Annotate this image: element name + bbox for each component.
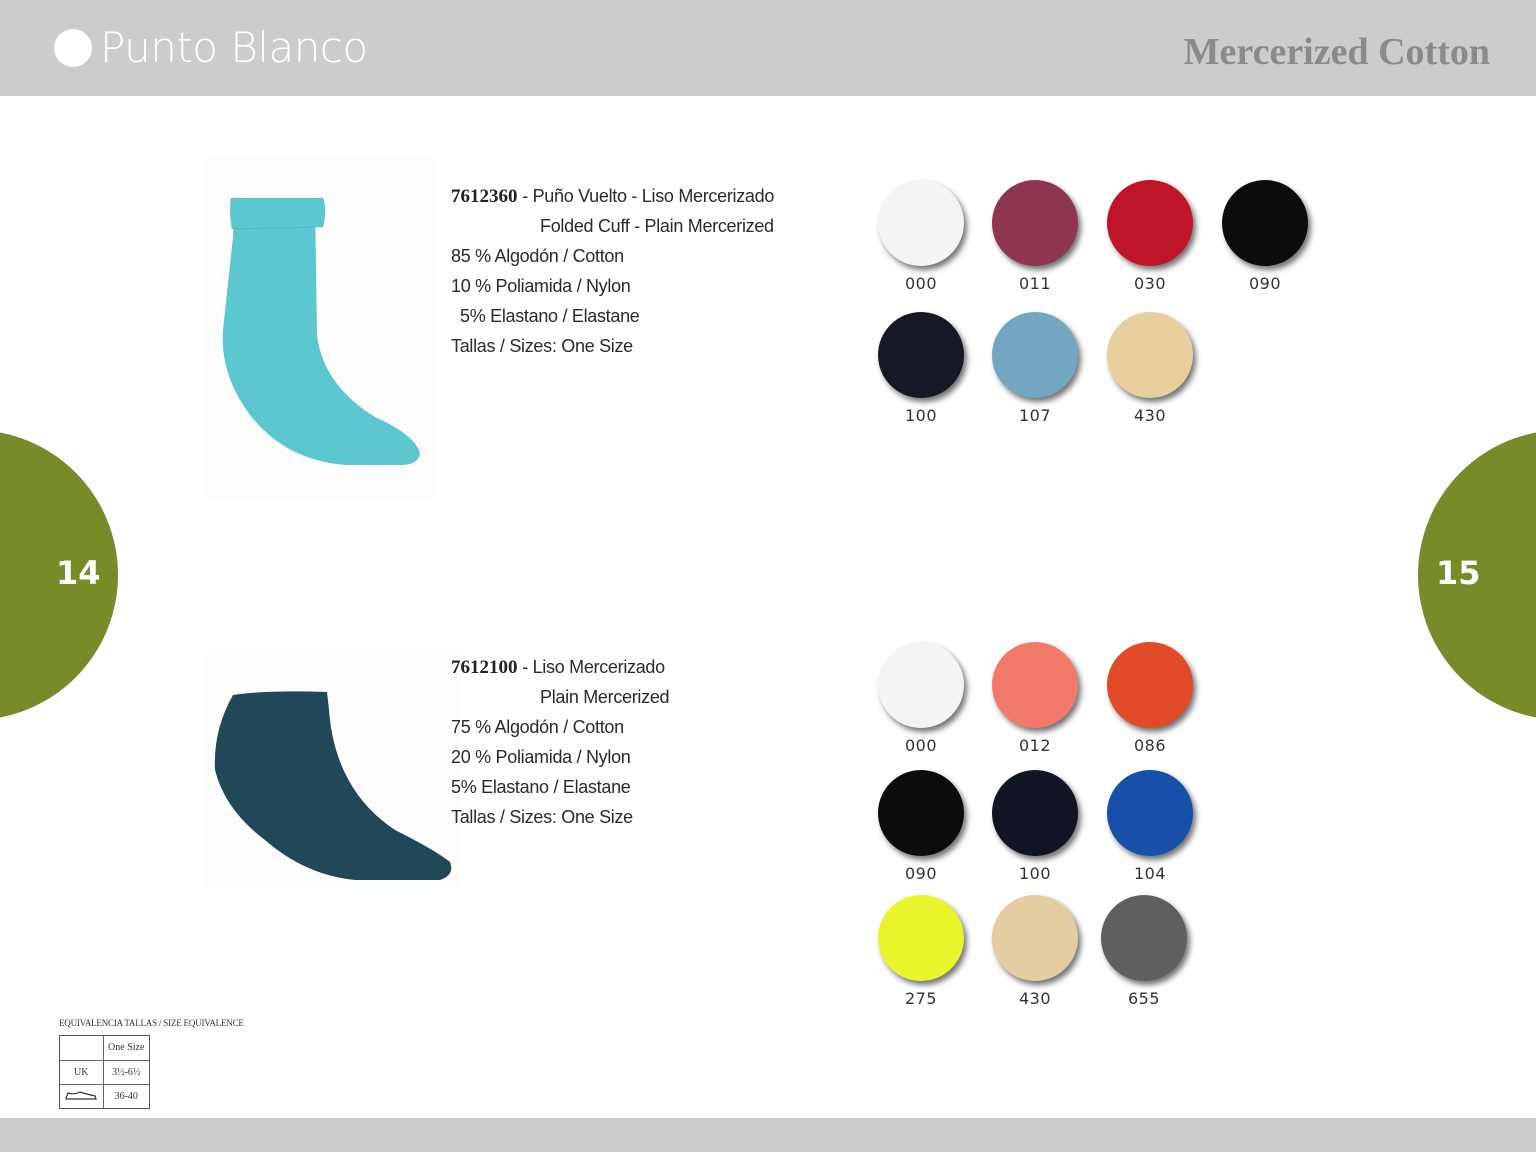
color-swatch-000: [878, 642, 964, 756]
color-swatch-090: [1222, 180, 1308, 294]
brand-name: Punto Blanco: [100, 23, 368, 72]
swatch-code: 655: [1127, 989, 1161, 1008]
sock-icon: [205, 650, 460, 890]
swatch-circle: [1107, 642, 1193, 728]
table-row: [60, 1084, 149, 1108]
uk-label: UK: [74, 1066, 89, 1078]
composition-line: 85 % Algodón / Cotton: [451, 246, 624, 266]
collection-title: Mercerized Cotton: [1183, 31, 1490, 73]
swatch-circle: [992, 770, 1078, 856]
color-swatch-104: [1107, 770, 1193, 884]
color-swatch-430: [1107, 312, 1193, 426]
composition-line: 5% Elastano / Elastane: [460, 306, 640, 326]
footer-bar: [0, 1118, 1536, 1152]
composition-line: 75 % Algodón / Cotton: [451, 717, 624, 737]
product-name-en: Folded Cuff - Plain Mercerized: [540, 216, 774, 236]
composition-line: 5% Elastano / Elastane: [451, 777, 631, 797]
swatch-circle: [878, 180, 964, 266]
product-code: 7612360: [451, 186, 518, 207]
product-7612100: [0, 630, 1536, 1030]
swatch-code: 011: [1018, 274, 1052, 293]
color-swatch-090: [878, 770, 964, 884]
swatch-circle: [1101, 895, 1187, 981]
swatch-code: 090: [904, 864, 938, 883]
swatch-circle: [878, 895, 964, 981]
page-number-left: 14: [56, 554, 101, 592]
color-swatch-086: [1107, 642, 1193, 756]
color-swatch-030: [1107, 180, 1193, 294]
composition-line: 10 % Poliamida / Nylon: [451, 276, 631, 296]
product-code: 7612100: [451, 657, 518, 678]
color-swatch-000: [878, 180, 964, 294]
swatch-code: 000: [904, 736, 938, 755]
swatch-code: 012: [1018, 736, 1052, 755]
swatch-code: 000: [904, 274, 938, 293]
swatch-circle: [1107, 312, 1193, 398]
product-name-es: - Puño Vuelto - Liso Mercerizado: [522, 186, 775, 206]
product-specs: [451, 652, 669, 832]
swatch-code: 430: [1018, 989, 1052, 1008]
swatch-code: 430: [1133, 406, 1167, 425]
color-swatch-275: [878, 895, 964, 1009]
swatch-circle: [878, 642, 964, 728]
swatch-circle: [992, 642, 1078, 728]
eu-value: 36-40: [103, 1084, 149, 1108]
brand-logo: [54, 22, 368, 74]
product-sizes: Tallas / Sizes: One Size: [451, 807, 633, 827]
swatch-code: 104: [1133, 864, 1167, 883]
color-swatch-011: [992, 180, 1078, 294]
swatch-circle: [1107, 770, 1193, 856]
swatch-code: 275: [904, 989, 938, 1008]
swatch-circle: [992, 895, 1078, 981]
swatch-circle: [992, 180, 1078, 266]
swatch-circle: [1107, 180, 1193, 266]
swatch-code: 086: [1133, 736, 1167, 755]
header-bar: [0, 0, 1536, 96]
swatch-circle: [992, 312, 1078, 398]
shoe-icon: [60, 1084, 103, 1108]
product-name-en: Plain Mercerized: [540, 687, 670, 707]
color-swatch-100: [992, 770, 1078, 884]
size-equivalence: [59, 1017, 244, 1114]
swatch-circle: [878, 770, 964, 856]
page-number-right: 15: [1436, 554, 1481, 592]
brand-dot-icon: [54, 29, 92, 67]
swatch-code: 107: [1018, 406, 1052, 425]
product-image-ankle-sock: [205, 650, 460, 890]
uk-value: 3½-6½: [103, 1060, 149, 1084]
swatch-circle: [878, 312, 964, 398]
composition-line: 20 % Poliamida / Nylon: [451, 747, 631, 767]
product-specs: [451, 181, 774, 361]
swatch-code: 090: [1248, 274, 1282, 293]
product-image-folded-cuff-sock: [205, 155, 435, 500]
color-swatch-100: [878, 312, 964, 426]
color-swatch-430: [992, 895, 1078, 1009]
swatch-code: 030: [1133, 274, 1167, 293]
swatch-circle: [1222, 180, 1308, 266]
product-name-es: - Liso Mercerizado: [522, 657, 665, 677]
size-column-header: One Size: [103, 1036, 149, 1060]
color-swatch-655: [1101, 895, 1187, 1009]
size-equivalence-title: EQUIVALENCIA TALLAS / SIZE EQUIVALENCE: [59, 1018, 244, 1028]
color-swatch-012: [992, 642, 1078, 756]
color-swatch-107: [992, 312, 1078, 426]
sock-icon: [205, 155, 435, 500]
table-row: [60, 1036, 149, 1060]
size-table: [60, 1036, 149, 1108]
table-row: [60, 1060, 149, 1084]
swatch-code: 100: [1018, 864, 1052, 883]
product-7612360: [0, 150, 1536, 510]
swatch-code: 100: [904, 406, 938, 425]
product-sizes: Tallas / Sizes: One Size: [451, 336, 633, 356]
